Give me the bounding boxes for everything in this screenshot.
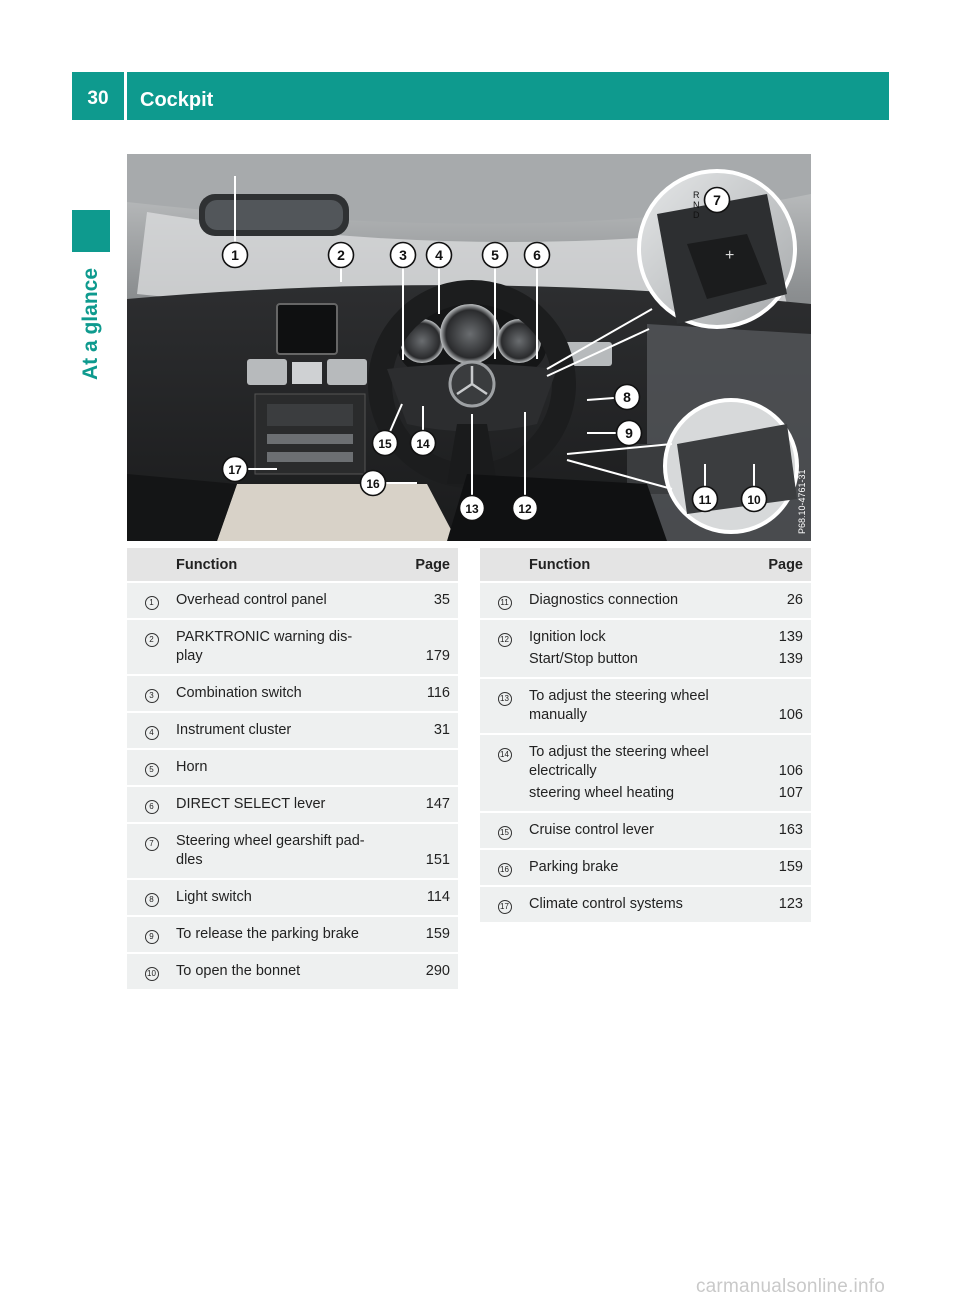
- row-number: [127, 916, 176, 953]
- header-function: Function: [529, 548, 755, 582]
- page-number: 30: [87, 88, 109, 109]
- table-header-row: [480, 548, 811, 582]
- page-header: [72, 72, 889, 120]
- page-cell: 290: [402, 953, 458, 989]
- page-entry: 123: [778, 896, 803, 912]
- page-cell: 116: [402, 675, 458, 712]
- svg-text:17: 17: [228, 463, 242, 477]
- table-header-row: [127, 548, 458, 582]
- header-page: Page: [402, 548, 458, 582]
- function-entry: Parking brake: [529, 859, 619, 875]
- function-cell: DIRECT SELECT lever: [176, 786, 402, 823]
- function-cell: Light switch: [176, 879, 402, 916]
- table-row: [480, 849, 811, 886]
- table-row: [127, 879, 458, 916]
- row-number: [480, 619, 529, 678]
- svg-text:8: 8: [623, 389, 631, 405]
- watermark: carmanualsonline.info: [695, 1276, 885, 1297]
- table-row: [480, 619, 811, 678]
- number-circle-icon: 17: [498, 900, 512, 914]
- page-cell: 35: [402, 582, 458, 619]
- page-entry: 163: [778, 822, 803, 838]
- function-cell: [529, 812, 755, 849]
- svg-text:14: 14: [416, 437, 430, 451]
- row-number: [127, 823, 176, 879]
- row-number: [127, 619, 176, 675]
- cockpit-photo: [127, 154, 811, 541]
- function-entry: To adjust the steering wheel electrically: [529, 744, 709, 779]
- function-cell: Combination switch: [176, 675, 402, 712]
- page-cell: [755, 734, 811, 812]
- row-number: [480, 582, 529, 619]
- row-number: [480, 734, 529, 812]
- section-title: Cockpit: [140, 89, 214, 111]
- number-circle-icon: 9: [145, 930, 159, 944]
- table-row: [127, 823, 458, 879]
- table-row: [480, 678, 811, 734]
- svg-text:11: 11: [698, 493, 712, 507]
- table-row: [127, 712, 458, 749]
- number-circle-icon: 16: [498, 863, 512, 877]
- page-entry: 107: [778, 785, 803, 801]
- header-num: [127, 548, 176, 582]
- page-entry: 139: [778, 629, 803, 645]
- sidebar-label: At a glance: [79, 267, 102, 381]
- svg-text:15: 15: [378, 437, 392, 451]
- function-cell: Overhead control panel: [176, 582, 402, 619]
- row-number: [127, 879, 176, 916]
- page-number-box: [72, 72, 124, 120]
- page-cell: 147: [402, 786, 458, 823]
- function-cell: [529, 886, 755, 922]
- number-circle-icon: 1: [145, 596, 159, 610]
- sidebar-marker: [72, 210, 110, 252]
- page-entry: 26: [786, 592, 803, 608]
- table-row: [127, 619, 458, 675]
- number-circle-icon: 7: [145, 837, 159, 851]
- page-cell: [755, 812, 811, 849]
- svg-text:6: 6: [533, 247, 541, 263]
- number-circle-icon: 2: [145, 633, 159, 647]
- table-row: [127, 953, 458, 989]
- svg-text:7: 7: [713, 192, 721, 208]
- table-row: [127, 675, 458, 712]
- row-number: [480, 849, 529, 886]
- number-circle-icon: 11: [498, 596, 512, 610]
- page-cell: 114: [402, 879, 458, 916]
- page-entry: 106: [778, 707, 803, 723]
- svg-text:+: +: [725, 247, 735, 264]
- function-table-left: [127, 548, 458, 989]
- table-row: [480, 886, 811, 922]
- page-entry: 159: [778, 859, 803, 875]
- number-circle-icon: 4: [145, 726, 159, 740]
- function-cell: PARKTRONIC warning dis- play: [176, 619, 402, 675]
- svg-text:12: 12: [518, 502, 532, 516]
- number-circle-icon: 10: [145, 967, 159, 981]
- svg-text:16: 16: [366, 477, 380, 491]
- function-cell: [529, 734, 755, 812]
- svg-text:10: 10: [747, 493, 761, 507]
- header-page: Page: [755, 548, 811, 582]
- number-circle-icon: 3: [145, 689, 159, 703]
- function-cell: To release the parking brake: [176, 916, 402, 953]
- svg-text:9: 9: [625, 425, 633, 441]
- row-number: [127, 749, 176, 786]
- function-cell: [529, 678, 755, 734]
- function-entry: To adjust the steering wheel manually: [529, 688, 709, 723]
- row-number: [127, 953, 176, 989]
- function-entry: steering wheel heating: [529, 785, 675, 801]
- function-entry: Start/Stop button: [529, 651, 638, 667]
- table-row: [127, 916, 458, 953]
- function-cell: Instrument cluster: [176, 712, 402, 749]
- page-cell: 31: [402, 712, 458, 749]
- number-circle-icon: 8: [145, 893, 159, 907]
- number-circle-icon: 12: [498, 633, 512, 647]
- function-cell: [529, 849, 755, 886]
- page-cell: 151: [402, 823, 458, 879]
- function-cell: Horn: [176, 749, 402, 786]
- function-entry: Climate control systems: [529, 896, 683, 912]
- table-row: [127, 582, 458, 619]
- function-cell: To open the bonnet: [176, 953, 402, 989]
- function-cell: [529, 619, 755, 678]
- svg-text:13: 13: [465, 502, 479, 516]
- shift-letters: R N D: [693, 190, 700, 220]
- table-row: [480, 812, 811, 849]
- page-cell: 179: [402, 619, 458, 675]
- header-function: Function: [176, 548, 402, 582]
- number-circle-icon: 6: [145, 800, 159, 814]
- function-table-right: [480, 548, 811, 922]
- page-cell: [755, 678, 811, 734]
- svg-text:1: 1: [231, 247, 239, 263]
- callout-7: [705, 188, 730, 213]
- page-cell: [755, 886, 811, 922]
- function-entry: Ignition lock: [529, 629, 606, 645]
- table-row: [127, 786, 458, 823]
- table-row: [480, 582, 811, 619]
- row-number: [127, 582, 176, 619]
- svg-text:4: 4: [435, 247, 443, 263]
- row-number: [480, 678, 529, 734]
- page-entry: 106: [778, 763, 803, 779]
- svg-text:3: 3: [399, 247, 407, 263]
- row-number: [127, 675, 176, 712]
- header-num: [480, 548, 529, 582]
- row-number: [480, 886, 529, 922]
- svg-text:2: 2: [337, 247, 345, 263]
- number-circle-icon: 15: [498, 826, 512, 840]
- row-number: [127, 712, 176, 749]
- number-circle-icon: 14: [498, 748, 512, 762]
- function-entry: Diagnostics connection: [529, 592, 679, 608]
- table-row: [480, 734, 811, 812]
- table-row: [127, 749, 458, 786]
- number-circle-icon: 5: [145, 763, 159, 777]
- page-cell: 159: [402, 916, 458, 953]
- number-circle-icon: 13: [498, 692, 512, 706]
- page-cell: [755, 849, 811, 886]
- page-cell: [402, 749, 458, 786]
- function-cell: [529, 582, 755, 619]
- figure-code: P68.10-4761-31: [797, 469, 807, 534]
- page-entry: 139: [778, 651, 803, 667]
- svg-text:5: 5: [491, 247, 499, 263]
- function-entry: Cruise control lever: [529, 822, 654, 838]
- section-title-box: [127, 72, 889, 120]
- row-number: [127, 786, 176, 823]
- row-number: [480, 812, 529, 849]
- page-cell: [755, 582, 811, 619]
- function-cell: Steering wheel gearshift pad- dles: [176, 823, 402, 879]
- page-cell: [755, 619, 811, 678]
